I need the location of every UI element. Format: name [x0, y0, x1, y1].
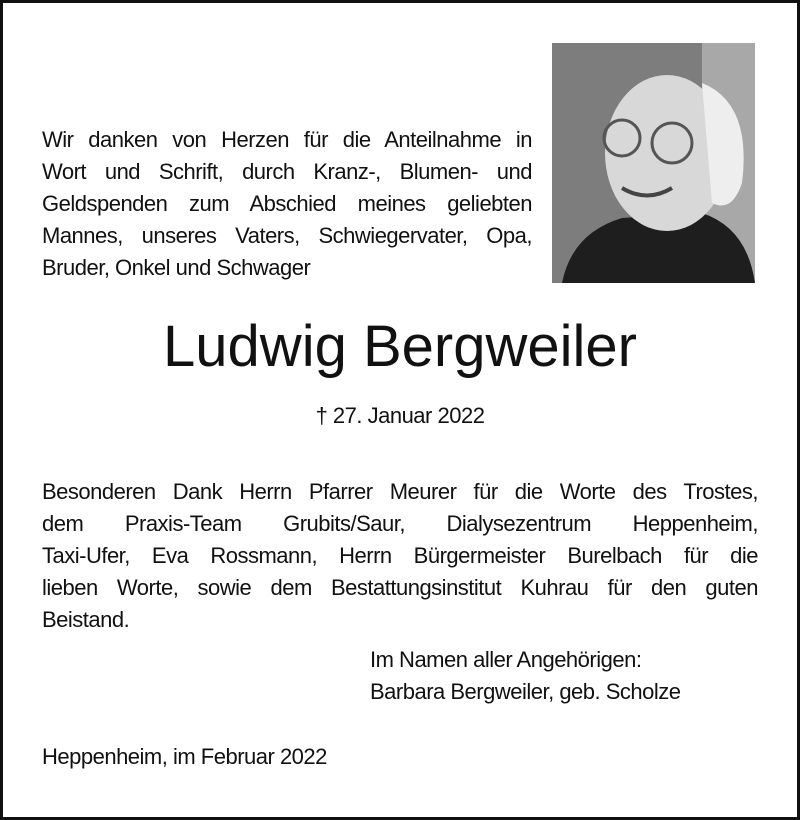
- thanks-line: Besonderen Dank Herrn Pfarrer Meurer für die Worte des Trostes,: [42, 479, 758, 504]
- intro-line: Wort und Schrift, durch Kranz-, Blumen- und: [42, 159, 532, 184]
- thanks-paragraph: [42, 476, 758, 636]
- intro-line: Bruder, Onkel und Schwager: [42, 255, 311, 280]
- signature-block: [370, 644, 681, 708]
- thanks-line: Beistand.: [42, 607, 130, 632]
- signature-line: Im Namen aller Angehörigen:: [370, 647, 642, 672]
- signature-name: Barbara Bergweiler, geb. Scholze: [370, 679, 681, 704]
- thanks-line: dem Praxis-Team Grubits/Saur, Dialysezentrum Heppenheim,: [42, 511, 758, 536]
- intro-line: Wir danken von Herzen für die Anteilnahme in: [42, 127, 532, 152]
- intro-line: Geldspenden zum Abschied meines geliebten: [42, 191, 532, 216]
- portrait-photo: [552, 43, 755, 283]
- place-date: Heppenheim, im Februar 2022: [42, 744, 327, 769]
- intro-paragraph: [42, 124, 532, 284]
- deceased-name: Ludwig Bergweiler: [163, 314, 637, 379]
- intro-line: Mannes, unseres Vaters, Schwiegervater, Opa,: [42, 223, 532, 248]
- thanks-line: lieben Worte, sowie dem Bestattungsinstitut Kuhrau für den guten: [42, 575, 758, 600]
- death-date: † 27. Januar 2022: [315, 403, 485, 428]
- thanks-line: Taxi-Ufer, Eva Rossmann, Herrn Bürgermeister Burelbach für die: [42, 543, 758, 568]
